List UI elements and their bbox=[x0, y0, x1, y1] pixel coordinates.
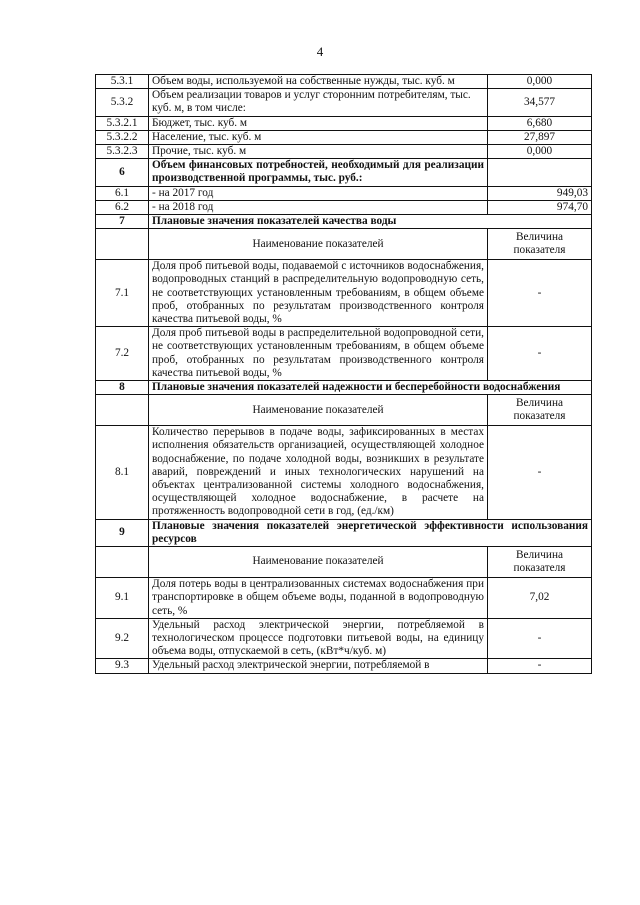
row-value: 949,03 bbox=[488, 186, 592, 200]
row-description: Количество перерывов в подаче воды, зафиксированных в местах исполнения обязательств организацией, осуществляющей холодное водоснабжение, по подаче холодной воды, возникших в результате аварий, повреждений и иных технологических нарушений на объектах централизованной системы холодного водоснабжения, осуществляющей холодное водоснабжение, в расчете на протяженность водопроводной сети в год, (ед./км) bbox=[149, 426, 488, 519]
header-row bbox=[96, 229, 592, 260]
row-value: - bbox=[488, 260, 592, 327]
section-row bbox=[96, 159, 592, 186]
section-title: Объем финансовых потребностей, необходимый для реализации производственной программы, тыс. руб.: bbox=[149, 159, 488, 186]
row-value: 974,70 bbox=[488, 200, 592, 214]
section-title: Плановые значения показателей качества воды bbox=[149, 215, 592, 229]
row-number: 6.2 bbox=[96, 200, 149, 214]
row-value: 27,897 bbox=[488, 130, 592, 144]
row-description: - на 2018 год bbox=[149, 200, 488, 214]
section-row bbox=[96, 381, 592, 395]
row-number: 9.3 bbox=[96, 659, 149, 673]
empty-cell bbox=[96, 547, 149, 578]
section-number: 8 bbox=[96, 381, 149, 395]
row-description: Доля потерь воды в централизованных системах водоснабжения при транспортировке в общем объеме воды, поданной в водопроводную сеть, % bbox=[149, 578, 488, 619]
section-row bbox=[96, 519, 592, 546]
section-row bbox=[96, 215, 592, 229]
table-row bbox=[96, 618, 592, 659]
row-value: - bbox=[488, 426, 592, 519]
table-row bbox=[96, 145, 592, 159]
table-row bbox=[96, 116, 592, 130]
empty-cell bbox=[96, 229, 149, 260]
row-value: 7,02 bbox=[488, 578, 592, 619]
section-number: 7 bbox=[96, 215, 149, 229]
row-description: Удельный расход электрической энергии, потребляемой в технологическом процессе подготовки питьевой воды, на единицу объема воды, отпускаемой в сеть, (кВт*ч/куб. м) bbox=[149, 618, 488, 659]
row-number: 6.1 bbox=[96, 186, 149, 200]
row-description: Население, тыс. куб. м bbox=[149, 130, 488, 144]
row-number: 7.2 bbox=[96, 327, 149, 381]
empty-cell bbox=[96, 395, 149, 426]
row-description: Доля проб питьевой воды в распределительной водопроводной сети, не соответствующих установленным требованиям, в общем объеме проб, отобранных по результатам производственного контроля качества питьевой воды, % bbox=[149, 327, 488, 381]
row-value: - bbox=[488, 659, 592, 673]
row-value: 6,680 bbox=[488, 116, 592, 130]
row-number: 9.2 bbox=[96, 618, 149, 659]
row-value: - bbox=[488, 327, 592, 381]
row-description: Доля проб питьевой воды, подаваемой с источников водоснабжения, водопроводных станций в распределительную водопроводную сеть, не соответствующих установленным требованиям, в общем объеме проб, отобранных по результатам производственного контроля качества питьевой воды, % bbox=[149, 260, 488, 327]
row-number: 5.3.2 bbox=[96, 89, 149, 116]
table-row bbox=[96, 260, 592, 327]
header-row bbox=[96, 395, 592, 426]
row-number: 5.3.1 bbox=[96, 75, 149, 89]
row-number: 9.1 bbox=[96, 578, 149, 619]
table-row bbox=[96, 426, 592, 519]
column-header-value: Величина показателя bbox=[488, 395, 592, 426]
table-row bbox=[96, 186, 592, 200]
row-number: 8.1 bbox=[96, 426, 149, 519]
row-number: 7.1 bbox=[96, 260, 149, 327]
page-number: 4 bbox=[316, 44, 324, 59]
indicators-table bbox=[95, 74, 592, 674]
row-value: 34,577 bbox=[488, 89, 592, 116]
table-row bbox=[96, 89, 592, 116]
row-description: Объем воды, используемой на собственные нужды, тыс. куб. м bbox=[149, 75, 488, 89]
table-row bbox=[96, 75, 592, 89]
row-value: 0,000 bbox=[488, 145, 592, 159]
section-number: 9 bbox=[96, 519, 149, 546]
row-number: 5.3.2.2 bbox=[96, 130, 149, 144]
row-value bbox=[488, 159, 592, 186]
table-row bbox=[96, 200, 592, 214]
column-header-name: Наименование показателей bbox=[149, 229, 488, 260]
table-row bbox=[96, 659, 592, 673]
row-description: Бюджет, тыс. куб. м bbox=[149, 116, 488, 130]
section-title: Плановые значения показателей надежности и бесперебойности водоснабжения bbox=[149, 381, 592, 395]
row-number: 5.3.2.3 bbox=[96, 145, 149, 159]
table-row bbox=[96, 130, 592, 144]
row-description: Удельный расход электрической энергии, потребляемой в bbox=[149, 659, 488, 673]
row-description: Объем реализации товаров и услуг сторонним потребителям, тыс. куб. м, в том числе: bbox=[149, 89, 488, 116]
section-number: 6 bbox=[96, 159, 149, 186]
row-value: 0,000 bbox=[488, 75, 592, 89]
table-row bbox=[96, 578, 592, 619]
column-header-value: Величина показателя bbox=[488, 547, 592, 578]
row-description: - на 2017 год bbox=[149, 186, 488, 200]
table-row bbox=[96, 327, 592, 381]
column-header-name: Наименование показателей bbox=[149, 395, 488, 426]
column-header-name: Наименование показателей bbox=[149, 547, 488, 578]
row-number: 5.3.2.1 bbox=[96, 116, 149, 130]
row-description: Прочие, тыс. куб. м bbox=[149, 145, 488, 159]
section-title: Плановые значения показателей энергетической эффективности использования ресурсов bbox=[149, 519, 592, 546]
header-row bbox=[96, 547, 592, 578]
row-value: - bbox=[488, 618, 592, 659]
column-header-value: Величина показателя bbox=[488, 229, 592, 260]
